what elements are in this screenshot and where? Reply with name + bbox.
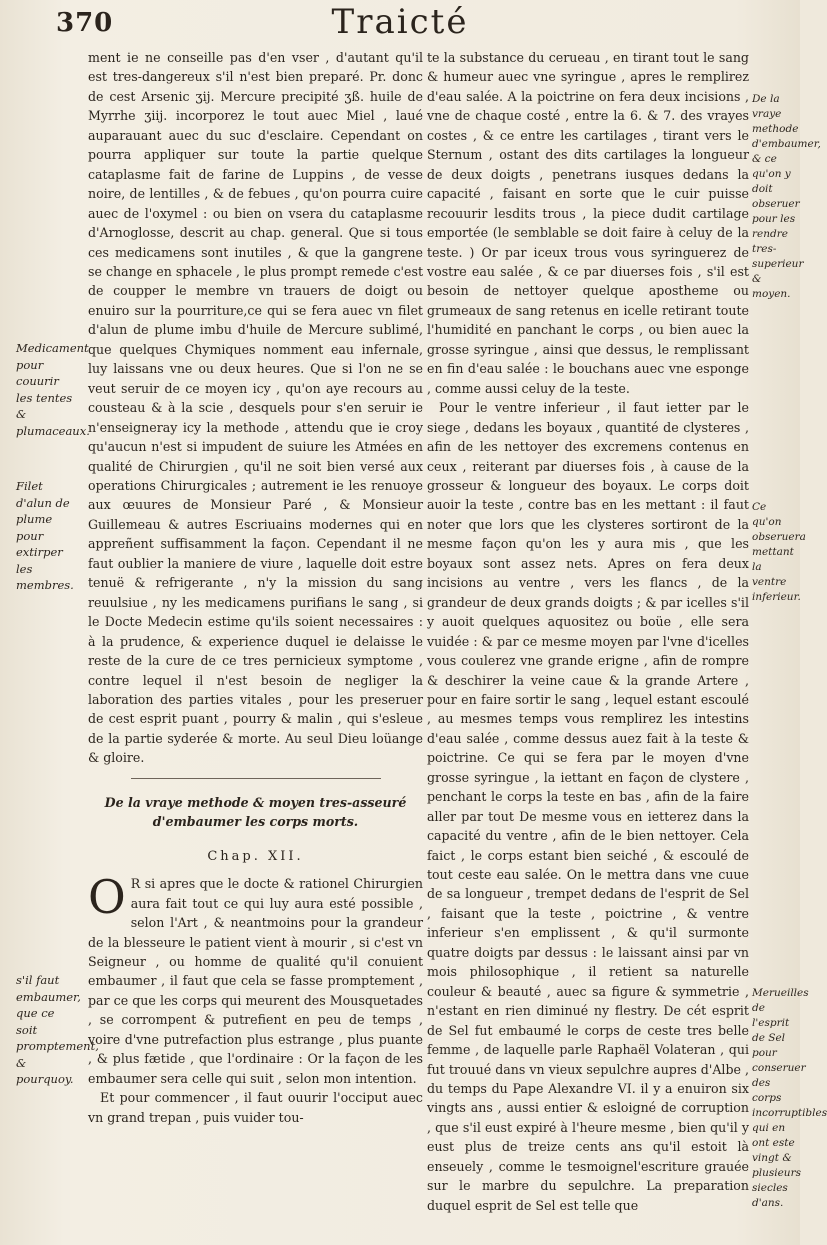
margin-note-filet: Filet d'alun de plume pour extirper les membres. <box>16 479 74 592</box>
margin-note-ventre: Ce qu'on obseruera mettant la ventre inferieur. <box>752 501 806 603</box>
section-divider <box>131 778 381 779</box>
paragraph: Pour le ventre inferieur , il faut ietter par le siege , dedans les boyaux , quantité de clysteres , afin de les nettoyer des excremens contenus en ceux , reiterant par diuerses fois , à cause de la grosseur & longueur des boyaux. Le corps doit auoir la teste , contre bas en les mettant : il faut noter que lors que les clysteres sortiront de la mesme façon qu'on les y aura mis , que les boyaux sont assez nets. Apres on fera deux incisions au ventre , vers les flancs , de la grandeur de deux grands doigts ; & par icelles s'il y auoit quelques aquositez ou boüe , elle sera vuidée : & par ce mesme moyen par l'vne d'icelles vous coulerez vne grande erigne , afin de rompre & deschirer la veine caue & la grande Artere , pour en faire sortir le sang , lequel estant escoulé , au mesmes temps vous remplirez les intestins d'eau salée , comme dessus auez fait à la teste & poictrine. Ce qui se fera par le moyen d'vne grosse syringue , la iettant en façon de clystere , penchant le corps la teste en bas , afin de la faire aller par tout De mesme vous en ietterez dans la capacité du ventre , afin de le bien nettoyer. Cela faict , le corps estant bien seiché , & escoulé de tout ceste eau salée. On le mettra dans vne cuue de sa longueur , trempet dedans de l'esprit de Sel , faisant que la teste , poictrine , & ventre inferieur s'en emplissent , & qu'il surmonte quatre doigts par dessus : le laissant ainsi par vn mois philosophique , il retient sa naturelle couleur & beauté , auec sa figure & symmetrie , n'estant en rien diminué ny flestry. De cét esprit de Sel fut embaumé le corps de ceste tres belle femme , de laquelle parle Raphaël Volateran , qui fut trouué dans vn vieux sepulchre aupres d'Albe , du temps du Pape Alexandre VI. il y a enuiron six vingts ans , aussi entier & esloigné de corruption , que s'il eust expiré à l'heure mesme , bien qu'il y eust plus de treize cents ans qu'il estoit là enseuely , comme le tesmoignel'escriture grauée sur le marbre du sepulchre. La preparation duquel esprit de Sel est telle que <box>427 400 749 1213</box>
left-column <box>88 48 423 1127</box>
margin-note-medicament: Medicament pour couurir les tentes & plumaceaux. <box>16 341 90 438</box>
paragraph: ment ie ne conseille pas d'en vser , d'autant qu'il est tres-dangereux s'il n'est bien preparé. Pr. donc de cest Arsenic ʒij. Mercure precipité ʒß. huile de Myrrhe ʒiij. incorporez le tout auec Miel , laué auparauant auec du suc d'esclaire. Cependant on pourra appliquer sur toute la partie quelque cataplasme fait de farine de Luppins , de vesse noire, de lentilles , & de febues , qu'on pourra cuire auec de l'oxymel : ou bien on vsera du cataplasme d'Arnoglosse, descrit au chap. general. Que si tous ces medicamens sont inutiles , & que la gangrene se change en sphacele , le plus prompt remede c'est de coupper le membre vn trauers de doigt ou enuiro sur la pourriture,ce qui se fera auec vn filet d'alun de plume imbu d'huile de Mercure sublimé, que quelques Chymiques nomment eau infernale, luy laissans vne ou deux heures. Que si l'on ne se veut seruir de ce moyen icy , qu'on aye recours au cousteau & à la scie , desquels pour s'en seruir ie n'enseigneray icy la methode , attendu que ie croy qu'aucun n'est si impudent de suiure les Atmées en qualité de Chirurgien , qu'il ne soit bien versé aux operations Chirurgicales ; autrement ie les renuoye aux œuures de Monsieur Paré , & Monsieur Guillemeau & autres Escriuains modernes qui en appreñent suffisamment la façon. Cependant il ne faut oublier la maniere de viure , laquelle doit estre tenuë & refrigerante , n'y la mission du sang reuulsiue , ny les medicamens purifians le sang , si le Docte Medecin estime qu'ils soient necessaires : à la prudence, & experience duquel ie delaisse le reste de la cure de ce tres pernicieux symptome , contre lequel il n'est besoin de negliger la laboration des parties vitales , pour les preseruer de cest esprit puant , pourry & malin , qui s'esleue de la partie syderée & morte. Au seul Dieu loüange & gloire. <box>88 50 423 766</box>
drop-cap: O <box>88 870 126 925</box>
margin-note-methode: De la vraye methode d'embaumer, & ce qu'on y doit obseruer pour les rendre tres-superieur & moyen. <box>752 93 821 300</box>
margin-note-esprit-de-sel: Merueilles de l'esprit de Sel pour conseruer des corps incorruptibles qui en ont este vingt & plusieurs siecles d'ans. <box>752 987 827 1209</box>
chapter-label: Chap. XII. <box>207 848 304 864</box>
page-number: 370 <box>56 8 114 38</box>
section-heading: De la vraye methode & moyen tres-asseuré d'embaumer les corps morts. <box>104 794 407 829</box>
chapter-paragraph-text: R si apres que le docte & rationel Chirurgien aura fait tout ce qui luy aura esté possible , selon l'Art , & neantmoins pour la grandeur de la blesseure le patient vient à mourir , si c'est vn Seigneur , ou homme de qualité qu'il conuient embaumer , il faut que cela se fasse promptement , par ce que les corps qui meurent des Mousquetades , se corrompent & putrefient en peu de temps , voire d'vne putrefaction plus estrange , plus puante , & plus fætide , que l'ordinaire : Or la façon de les embaumer sera celle qui suit , selon mon intention. <box>88 876 423 1086</box>
right-column <box>427 48 749 1215</box>
margin-note-embaumer: s'il faut embaumer, que ce soit promptement, & pourquoy. <box>16 973 99 1086</box>
paragraph: Et pour commencer , il faut ouurir l'occiput auec vn grand trepan , puis vuider tou- <box>88 1090 423 1125</box>
paragraph: te la substance du cerueau , en tirant tout le sang & humeur auec vne syringue , apres le remplirez d'eau salée. A la poictrine on fera deux incisions , vne de chaque costé , entre la 6. & 7. des vrayes costes , & ce entre les cartilages , tirant vers le Sternum , ostant des dits cartilages la longueur de deux doigts , penetrans iusques dedans la capacité , faisant en sorte que le cuir puisse recouurir lesdits trous , la piece dudit cartilage emportée (le semblable se doit faire à celuy de la teste. ) Or par iceux trous vous syringuerez de vostre eau salée , & ce par diuerses fois , s'il est besoin de nettoyer quelque apostheme ou grumeaux de sang retenus en icelle retirant toute l'humidité en panchant le corps , ou bien auec la grosse syringue , ainsi que dessus, le remplissant en fin d'eau salée : le bouchans auec vne esponge , comme aussi celuy de la teste. <box>427 50 749 396</box>
chapter-paragraph <box>88 870 423 1088</box>
running-head: Traicté <box>331 2 469 42</box>
